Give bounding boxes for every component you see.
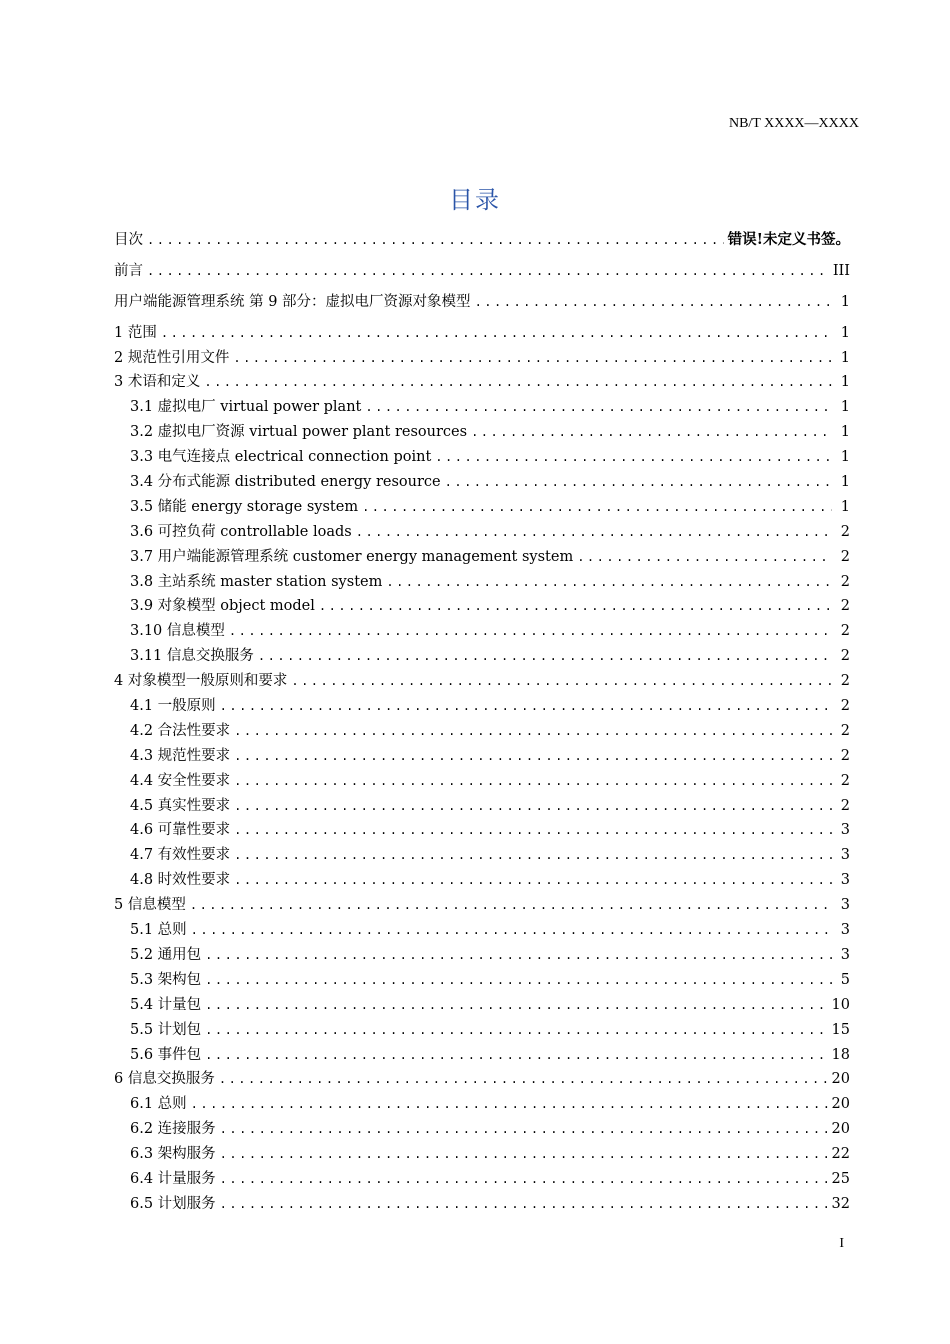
- toc-entry-title: 3.2 虚拟电厂资源 virtual power plant resources: [130, 424, 468, 441]
- toc-entry-title: 4.6 可靠性要求: [130, 822, 231, 839]
- toc-leader-dots: [191, 1097, 828, 1111]
- toc-entry-title: 5 信息模型: [114, 897, 186, 914]
- toc-entry-title: 5.6 事件包: [130, 1046, 202, 1063]
- toc-entry-page: 1: [840, 374, 850, 391]
- toc-leader-dots: [445, 475, 832, 489]
- toc-entry[interactable]: [114, 495, 850, 520]
- toc-entry[interactable]: [114, 818, 850, 843]
- toc-leader-dots: [386, 575, 832, 589]
- toc-entry-title: 3.7 用户端能源管理系统 customer energy management system: [130, 548, 574, 565]
- toc-entry-page: 18: [831, 1046, 850, 1063]
- toc-entry[interactable]: [114, 370, 850, 395]
- toc-entry-page: 1: [840, 399, 850, 416]
- toc-leader-dots: [234, 823, 832, 837]
- toc-entry[interactable]: [114, 520, 850, 545]
- toc-entry[interactable]: [114, 1043, 850, 1068]
- toc-entry-page: 1: [840, 474, 850, 491]
- toc-entry-page: III: [832, 262, 850, 279]
- toc-leader-dots: [291, 674, 832, 688]
- toc-leader-dots: [234, 799, 832, 813]
- toc-leader-dots: [204, 375, 832, 389]
- toc-leader-dots: [205, 998, 827, 1012]
- toc-entry-page: 2: [840, 523, 850, 540]
- toc-entry[interactable]: [114, 719, 850, 744]
- toc-entry-page: 2: [840, 673, 850, 690]
- toc-entry[interactable]: [114, 644, 850, 669]
- toc-entry-title: 5.2 通用包: [130, 946, 202, 963]
- toc-entry-page: 2: [840, 573, 850, 590]
- toc-entry-page: 2: [840, 548, 850, 565]
- toc-entry-title: 用户端能源管理系统 第 9 部分：虚拟电厂资源对象模型: [114, 293, 471, 310]
- toc-entry[interactable]: [114, 943, 850, 968]
- toc-entry-page: 1: [840, 449, 850, 466]
- toc-entry-page: 1: [840, 324, 850, 341]
- toc-entry-title: 3.8 主站系统 master station system: [130, 573, 383, 590]
- toc-entry-title: 1 范围: [114, 324, 157, 341]
- toc-entry-title: 4.8 时效性要求: [130, 872, 231, 889]
- toc-entry[interactable]: [114, 669, 850, 694]
- toc-entry[interactable]: [114, 868, 850, 893]
- toc-leader-dots: [205, 948, 832, 962]
- toc-entry-title: 6.2 连接服务: [130, 1121, 216, 1138]
- toc-entry-page: 2: [840, 648, 850, 665]
- toc-entry[interactable]: [114, 1067, 850, 1092]
- toc-leader-dots: [258, 649, 832, 663]
- toc-entry-title: 6.1 总则: [130, 1096, 187, 1113]
- toc-entry-page: 25: [831, 1170, 850, 1187]
- toc-entry-page: 1: [840, 293, 850, 310]
- toc-leader-dots: [220, 1172, 828, 1186]
- toc-leader-dots: [319, 599, 832, 613]
- toc-entry[interactable]: [114, 228, 850, 253]
- toc-entry-title: 4 对象模型一般原则和要求: [114, 673, 288, 690]
- toc-entry-title: 3.10 信息模型: [130, 623, 225, 640]
- toc-entry-page: 22: [831, 1146, 850, 1163]
- toc-entry[interactable]: [114, 893, 850, 918]
- toc-entry-page: 1: [840, 424, 850, 441]
- toc-entry-page: 20: [831, 1096, 850, 1113]
- toc-entry-page: 2: [840, 698, 850, 715]
- toc-entry-page: 3: [840, 922, 850, 939]
- toc-entry-page: 1: [840, 349, 850, 366]
- toc-entry-page: 2: [840, 722, 850, 739]
- toc-leader-dots: [147, 264, 829, 278]
- toc-leader-dots: [220, 1197, 828, 1211]
- toc-leader-dots: [220, 1122, 828, 1136]
- toc-entry-title: 6.4 计量服务: [130, 1170, 216, 1187]
- toc-leader-dots: [205, 973, 832, 987]
- toc-entry-page: 3: [840, 822, 850, 839]
- toc-entry-title: 3.3 电气连接点 electrical connection point: [130, 449, 432, 466]
- toc-entry[interactable]: [114, 918, 850, 943]
- toc-leader-dots: [577, 550, 832, 564]
- toc-entry-title: 6.3 架构服务: [130, 1146, 216, 1163]
- toc-entry-page: 2: [840, 797, 850, 814]
- toc-entry[interactable]: [114, 545, 850, 570]
- toc-entry-title: 3.1 虚拟电厂 virtual power plant: [130, 399, 362, 416]
- toc-leader-dots: [147, 233, 724, 247]
- toc-entry[interactable]: [114, 744, 850, 769]
- toc-entry-title: 5.5 计划包: [130, 1021, 202, 1038]
- toc-entry-title: 5.1 总则: [130, 922, 187, 939]
- toc-leader-dots: [220, 1147, 828, 1161]
- toc-entry[interactable]: [114, 843, 850, 868]
- toc-entry[interactable]: [114, 993, 850, 1018]
- toc-leader-dots: [234, 774, 832, 788]
- toc-entry[interactable]: [114, 420, 850, 445]
- toc-entry-page: 3: [840, 847, 850, 864]
- toc-entry-title: 5.4 计量包: [130, 996, 202, 1013]
- toc-entry-page: 3: [840, 872, 850, 889]
- toc-entry-page: 3: [840, 946, 850, 963]
- toc-entry[interactable]: [114, 1142, 850, 1167]
- toc-entry-title: 4.5 真实性要求: [130, 797, 231, 814]
- toc-entry-page: 错误!未定义书签。: [727, 231, 850, 248]
- toc-leader-dots: [365, 400, 832, 414]
- toc-entry[interactable]: [114, 321, 850, 346]
- toc-entry[interactable]: [114, 1167, 850, 1192]
- toc-leader-dots: [190, 898, 832, 912]
- toc-leader-dots: [220, 699, 832, 713]
- toc-entry-title: 3.5 储能 energy storage system: [130, 498, 359, 515]
- toc-entry[interactable]: [114, 1192, 850, 1217]
- toc-entry-page: 2: [840, 598, 850, 615]
- toc-entry[interactable]: [114, 1092, 850, 1117]
- toc-leader-dots: [219, 1072, 828, 1086]
- toc-entry[interactable]: [114, 570, 850, 595]
- toc-entry-page: 20: [831, 1071, 850, 1088]
- table-of-contents: [114, 228, 850, 1217]
- toc-leader-dots: [205, 1023, 827, 1037]
- toc-entry-title: 3.11 信息交换服务: [130, 648, 254, 665]
- toc-leader-dots: [234, 848, 832, 862]
- toc-leader-dots: [435, 450, 832, 464]
- toc-entry-title: 6.5 计划服务: [130, 1195, 216, 1212]
- toc-entry[interactable]: [114, 259, 850, 284]
- toc-leader-dots: [161, 326, 832, 340]
- toc-leader-dots: [234, 749, 832, 763]
- document-code: NB/T XXXX—XXXX: [728, 116, 859, 131]
- toc-leader-dots: [229, 624, 832, 638]
- toc-leader-dots: [471, 425, 832, 439]
- toc-entry[interactable]: [114, 445, 850, 470]
- toc-entry[interactable]: [114, 594, 850, 619]
- toc-entry-page: 1: [840, 498, 850, 515]
- toc-entry-title: 5.3 架构包: [130, 971, 202, 988]
- toc-entry[interactable]: [114, 290, 850, 315]
- toc-entry-page: 2: [840, 747, 850, 764]
- toc-entry-page: 10: [831, 996, 850, 1013]
- footer-page-number: I: [839, 1236, 844, 1251]
- toc-entry[interactable]: [114, 968, 850, 993]
- toc-entry[interactable]: [114, 794, 850, 819]
- toc-entry-title: 4.4 安全性要求: [130, 772, 231, 789]
- page-title: 目录: [449, 186, 501, 214]
- toc-entry-title: 3 术语和定义: [114, 374, 201, 391]
- toc-entry[interactable]: [114, 395, 850, 420]
- toc-entry-title: 4.7 有效性要求: [130, 847, 231, 864]
- toc-entry-title: 目次: [114, 232, 143, 248]
- toc-entry[interactable]: [114, 470, 850, 495]
- toc-entry-page: 15: [831, 1021, 850, 1038]
- toc-entry-title: 前言: [114, 262, 143, 279]
- toc-entry-page: 3: [840, 897, 850, 914]
- toc-leader-dots: [475, 295, 832, 309]
- toc-entry[interactable]: [114, 1018, 850, 1043]
- toc-entry-page: 2: [840, 623, 850, 640]
- toc-entry-title: 3.4 分布式能源 distributed energy resource: [130, 474, 441, 491]
- toc-leader-dots: [234, 724, 832, 738]
- toc-entry-title: 4.2 合法性要求: [130, 722, 231, 739]
- toc-entry[interactable]: [114, 619, 850, 644]
- toc-leader-dots: [191, 923, 832, 937]
- toc-entry[interactable]: [114, 694, 850, 719]
- toc-leader-dots: [362, 500, 832, 514]
- toc-entry-title: 2 规范性引用文件: [114, 349, 230, 366]
- toc-entry-page: 32: [831, 1195, 850, 1212]
- toc-entry-page: 20: [831, 1121, 850, 1138]
- toc-entry-page: 2: [840, 772, 850, 789]
- toc-entry[interactable]: [114, 346, 850, 371]
- toc-entry-title: 3.9 对象模型 object model: [130, 598, 315, 615]
- toc-entry[interactable]: [114, 1117, 850, 1142]
- toc-entry-page: 5: [840, 971, 850, 988]
- toc-entry-title: 3.6 可控负荷 controllable loads: [130, 523, 352, 540]
- toc-entry-title: 4.1 一般原则: [130, 698, 216, 715]
- toc-entry-title: 6 信息交换服务: [114, 1071, 215, 1088]
- toc-leader-dots: [356, 525, 832, 539]
- toc-leader-dots: [205, 1048, 827, 1062]
- toc-leader-dots: [233, 351, 832, 365]
- toc-leader-dots: [234, 873, 832, 887]
- toc-entry[interactable]: [114, 769, 850, 794]
- toc-entry-title: 4.3 规范性要求: [130, 747, 231, 764]
